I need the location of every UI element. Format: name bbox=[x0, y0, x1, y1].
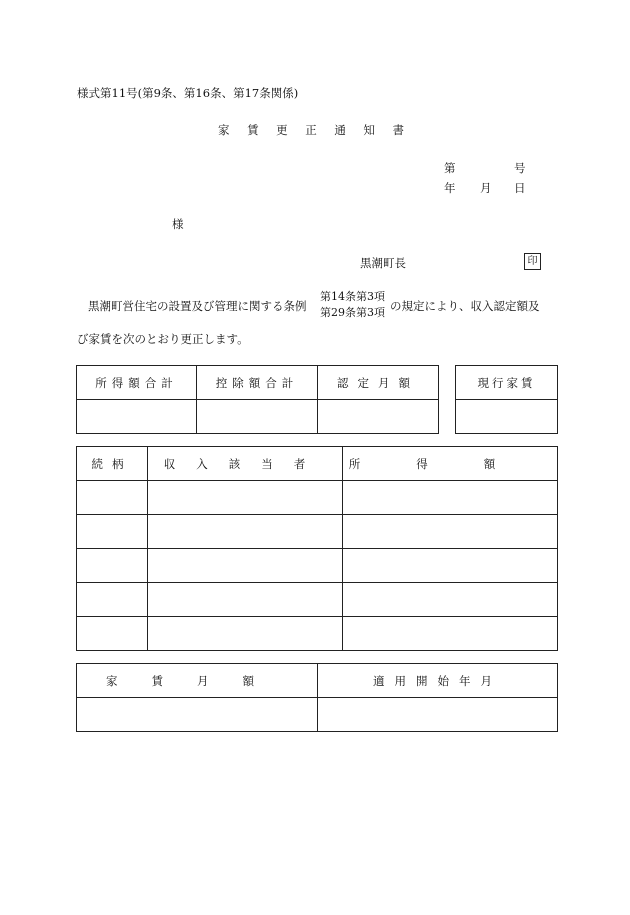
title-char: 賃 bbox=[247, 123, 259, 137]
title-char: 知 bbox=[363, 123, 375, 137]
ordinance-reference-b: 第29条第3項 bbox=[320, 306, 385, 319]
header-income-amount: 所得額 bbox=[343, 447, 558, 481]
title-char: 書 bbox=[392, 123, 404, 137]
body-text-line2: び家賃を次のとおり更正します。 bbox=[77, 332, 249, 346]
date-month: 月 bbox=[480, 181, 492, 195]
current-rent-cell[interactable] bbox=[456, 400, 558, 434]
body-text-line1-tail: の規定により、収入認定額及 bbox=[390, 299, 540, 313]
income-amount-cell[interactable] bbox=[343, 617, 558, 651]
income-amount-cell[interactable] bbox=[343, 549, 558, 583]
relation-cell[interactable] bbox=[77, 583, 148, 617]
relation-cell[interactable] bbox=[77, 481, 148, 515]
header-monthly-rent: 家賃月額 bbox=[77, 664, 318, 698]
income-summary-table bbox=[76, 365, 439, 434]
title-char: 家 bbox=[218, 123, 230, 137]
income-person-cell[interactable] bbox=[148, 583, 343, 617]
start-month-cell[interactable] bbox=[318, 698, 558, 732]
relation-cell[interactable] bbox=[77, 617, 148, 651]
date-day: 日 bbox=[514, 181, 526, 195]
header-total-income: 所得額合計 bbox=[77, 366, 197, 400]
total-income-cell[interactable] bbox=[77, 400, 197, 434]
addressee-suffix: 様 bbox=[172, 217, 184, 231]
income-person-cell[interactable] bbox=[148, 549, 343, 583]
ordinance-reference-a: 第14条第3項 bbox=[320, 290, 385, 303]
header-certified-monthly: 認定月額 bbox=[318, 366, 439, 400]
income-person-cell[interactable] bbox=[148, 481, 343, 515]
income-person-cell[interactable] bbox=[148, 515, 343, 549]
document-title bbox=[218, 122, 404, 138]
header-total-deduction: 控除額合計 bbox=[197, 366, 318, 400]
certified-monthly-cell[interactable] bbox=[318, 400, 439, 434]
issuer-name: 黒潮町長 bbox=[360, 256, 406, 270]
title-char: 通 bbox=[334, 123, 346, 137]
date-year: 年 bbox=[444, 181, 456, 195]
doc-number-suffix: 号 bbox=[514, 161, 526, 175]
header-current-rent: 現行家賃 bbox=[456, 366, 558, 400]
household-income-table bbox=[76, 446, 558, 651]
header-income-person: 収入該当者 bbox=[148, 447, 343, 481]
seal-mark: 印 bbox=[524, 253, 541, 270]
income-amount-cell[interactable] bbox=[343, 515, 558, 549]
total-deduction-cell[interactable] bbox=[197, 400, 318, 434]
monthly-rent-cell[interactable] bbox=[77, 698, 318, 732]
header-start-month: 適用開始年月 bbox=[318, 664, 558, 698]
relation-cell[interactable] bbox=[77, 549, 148, 583]
relation-cell[interactable] bbox=[77, 515, 148, 549]
income-amount-cell[interactable] bbox=[343, 583, 558, 617]
income-amount-cell[interactable] bbox=[343, 481, 558, 515]
title-char: 正 bbox=[305, 123, 317, 137]
body-text-line1: 黒潮町営住宅の設置及び管理に関する条例 bbox=[88, 299, 307, 313]
doc-number-prefix: 第 bbox=[444, 161, 456, 175]
form-id: 様式第11号(第9条、第16条、第17条関係) bbox=[77, 86, 299, 100]
current-rent-table bbox=[455, 365, 558, 434]
rent-start-table bbox=[76, 663, 558, 732]
income-person-cell[interactable] bbox=[148, 617, 343, 651]
header-relation: 続柄 bbox=[77, 447, 148, 481]
title-char: 更 bbox=[276, 123, 288, 137]
